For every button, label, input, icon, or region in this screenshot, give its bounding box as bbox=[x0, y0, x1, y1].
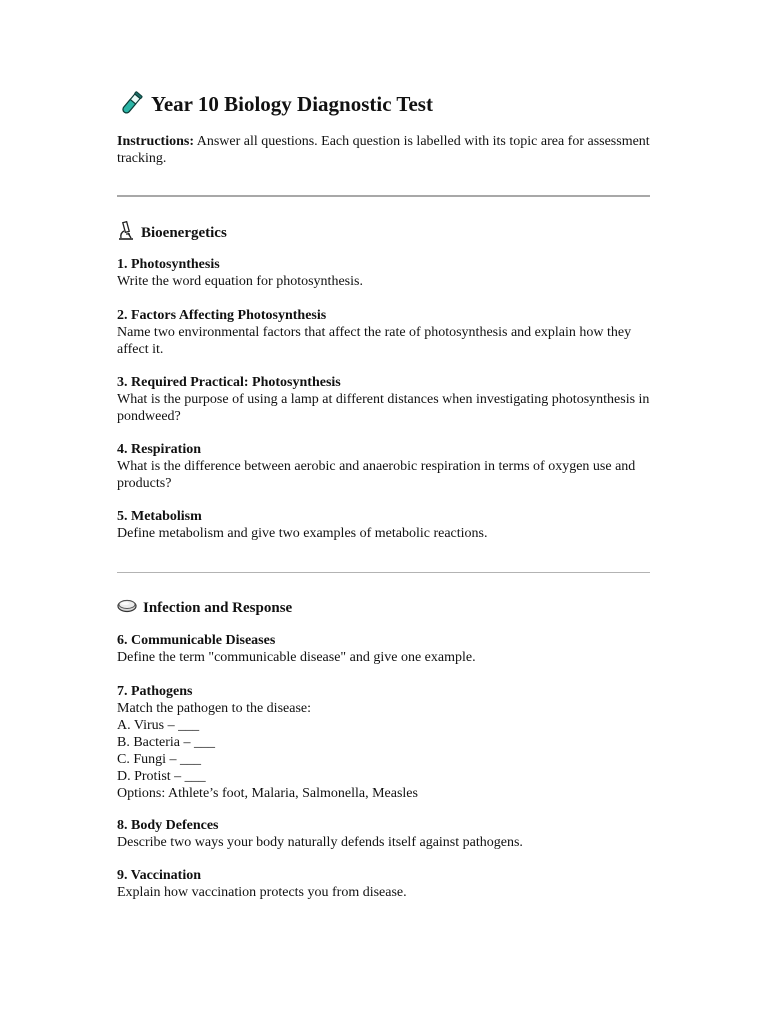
question-2 bbox=[117, 307, 650, 358]
question-title: 4. Respiration bbox=[117, 442, 201, 457]
instructions bbox=[117, 133, 650, 167]
question-title: 2. Factors Affecting Photosynthesis bbox=[117, 308, 327, 323]
section-heading-bioenergetics bbox=[117, 220, 227, 245]
question-6 bbox=[117, 632, 650, 666]
section-heading-text: Bioenergetics bbox=[141, 224, 227, 241]
question-text: Describe two ways your body naturally defends itself against pathogens. bbox=[117, 835, 523, 850]
match-line-virus: A. Virus – ___ bbox=[117, 718, 200, 733]
match-line-protist: D. Protist – ___ bbox=[117, 769, 206, 784]
question-text: Define the term "communicable disease" and give one example. bbox=[117, 650, 476, 665]
page-title-text: Year 10 Biology Diagnostic Test bbox=[151, 92, 433, 116]
section-heading-text: Infection and Response bbox=[143, 599, 293, 616]
divider bbox=[117, 572, 650, 573]
question-7 bbox=[117, 683, 650, 802]
question-4 bbox=[117, 441, 650, 492]
divider bbox=[117, 195, 650, 197]
question-title: 1. Photosynthesis bbox=[117, 257, 220, 272]
question-title: 9. Vaccination bbox=[117, 868, 202, 883]
match-options: Options: Athlete’s foot, Malaria, Salmonella, Measles bbox=[117, 786, 418, 801]
question-3 bbox=[117, 374, 650, 425]
question-5 bbox=[117, 508, 650, 542]
question-text: Define metabolism and give two examples of metabolic reactions. bbox=[117, 526, 488, 541]
question-title: 5. Metabolism bbox=[117, 509, 202, 524]
question-1 bbox=[117, 256, 650, 290]
question-text: What is the purpose of using a lamp at different distances when investigating photosynthesis in pondweed? bbox=[117, 392, 650, 424]
match-line-bacteria: B. Bacteria – ___ bbox=[117, 735, 215, 750]
instructions-label: Instructions: bbox=[117, 134, 195, 149]
question-9 bbox=[117, 867, 650, 901]
petri-dish-icon bbox=[117, 597, 137, 618]
question-title: 7. Pathogens bbox=[117, 684, 193, 699]
question-text: What is the difference between aerobic and anaerobic respiration in terms of oxygen use and products? bbox=[117, 459, 636, 491]
instructions-text: Answer all questions. Each question is labelled with its topic area for assessment tracking. bbox=[117, 134, 650, 166]
question-title: 8. Body Defences bbox=[117, 818, 219, 833]
question-text: Explain how vaccination protects you from disease. bbox=[117, 885, 407, 900]
match-line-fungi: C. Fungi – ___ bbox=[117, 752, 202, 767]
question-text: Match the pathogen to the disease: bbox=[117, 701, 311, 716]
question-text: Name two environmental factors that affect the rate of photosynthesis and explain how they affect it. bbox=[117, 325, 632, 357]
test-tube-icon bbox=[117, 90, 145, 118]
section-heading-infection-and-response bbox=[117, 597, 292, 618]
question-8 bbox=[117, 817, 650, 851]
question-text: Write the word equation for photosynthesis. bbox=[117, 274, 363, 289]
question-title: 3. Required Practical: Photosynthesis bbox=[117, 375, 341, 390]
question-title: 6. Communicable Diseases bbox=[117, 633, 276, 648]
microscope-icon bbox=[117, 220, 135, 245]
page-title bbox=[117, 90, 433, 118]
